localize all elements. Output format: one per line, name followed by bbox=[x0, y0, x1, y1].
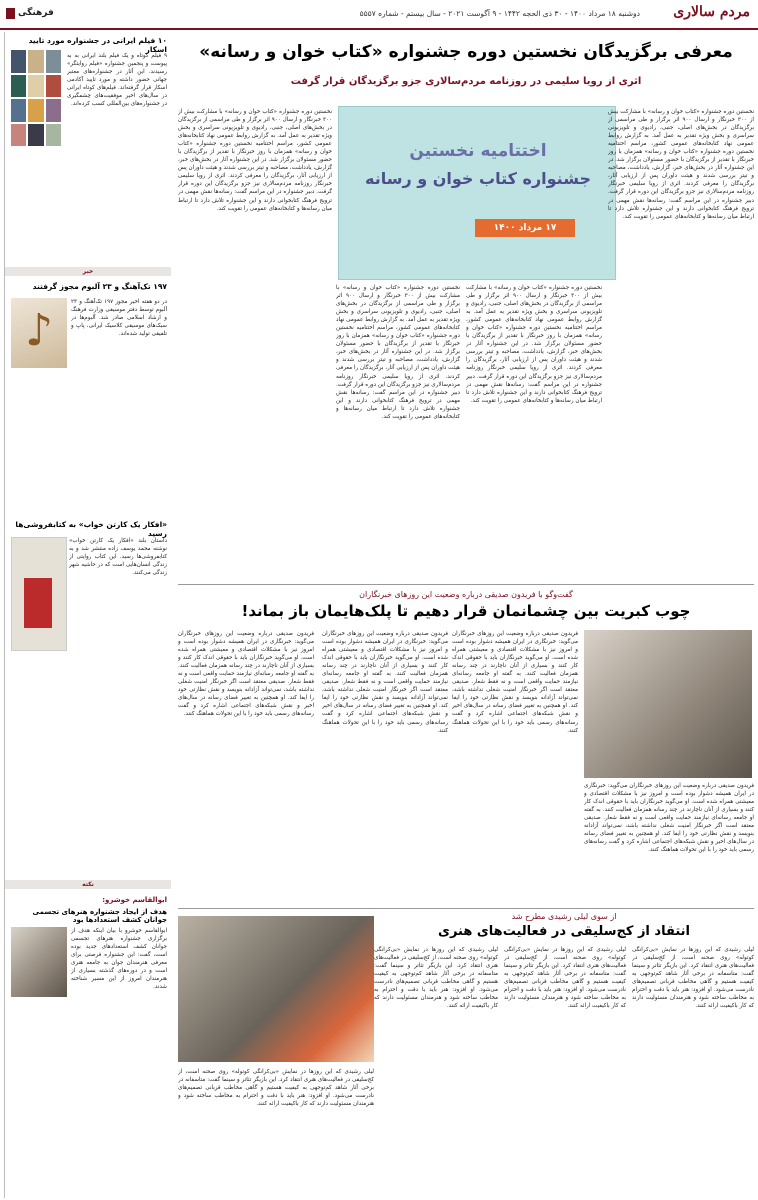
section-bar: خبر bbox=[5, 267, 171, 276]
film-posters bbox=[11, 50, 61, 146]
trash-icon bbox=[24, 578, 52, 628]
film-news-body: ۹ فیلم کوتاه و یک فیلم بلند ایرانی به به پیوست و پنجمین جشنواره «فیلم روایتگر» رسیدند. این آثار در جشنواره‌های معتبر جهانی حضور داشته و مورد تایید آکادمی اسکار قرار گرفته‌اند. فیلم‌های کوتاه ایرانی در سال‌های اخیر موفقیت‌های چشمگیری در جشنواره‌های بین‌المللی کسب کرده‌اند. bbox=[67, 53, 167, 108]
film-poster bbox=[46, 75, 61, 98]
film-poster bbox=[11, 124, 26, 147]
book-news-title: «افکار یک کارتن خواب» به کتابفروشی‌ها رسید bbox=[15, 520, 167, 538]
newspaper-logo: مردم سالاری bbox=[673, 4, 750, 20]
side-column bbox=[4, 32, 171, 1198]
film-poster bbox=[46, 99, 61, 122]
film-poster bbox=[46, 50, 61, 73]
lead-headline: معرفی برگزیدگان نخستین دوره جشنواره «کتاب خوان و رسانه» bbox=[199, 42, 733, 62]
film-poster bbox=[28, 99, 43, 122]
lead-body-col4: نخستین دوره جشنواره «کتاب خوان و رسانه» با مشارکت بیش از ۳۰۰ خبرنگار و ارسال ۹۰۰ اثر برگزار و طی مراسمی از برگزیدگان در بخش‌های اصلی، جنبی، رادیوی و تلویزیونی سراسری و بخش ویژه تقدیر به عمل آمد. به گزارش روابط عمومی نهاد کتابخانه‌های عمومی کشور، مراسم اختتامیه نخستین دوره جشنواره «کتاب خوان و رسانه» همزمان با روز خبرنگار با تقدیر از برگزیدگان با حضور مسئولان برگزار شد. در این جشنواره آثار در بخش‌های خبر، گزارش، یادداشت، مصاحبه و تیتر بررسی شدند و هیئت داوران پس از ارزیابی آثار، برگزیدگان را معرفی کردند. اثری از رویا سلیمی خبرنگار روزنامه مردم‌سالاری نیز جزو برگزیدگان این دوره قرار گرفت. دبیر جشنواره در این مراسم گفت: رسانه‌ها نقش مهمی در ترویج فرهنگ کتابخوانی دارند و این جشنواره تلاش دارد تا ارتباط میان رسانه‌ها و کتابخانه‌های عمومی را تقویت کند. bbox=[178, 109, 332, 212]
portrait-photo bbox=[11, 927, 67, 997]
interview-body-col3: فریدون صدیقی درباره وضعیت این روزهای خبرنگاران می‌گوید: خبرنگاری در ایران همیشه دشوار بوده است و امروز نیز با مشکلات اقتصادی و معیشتی همراه شده است. او می‌گوید خبرنگاران باید با حقوقی اندک کار کنند و بسیاری از آنان ناچارند در چند رسانه همزمان فعالیت کنند. به گفته او جامعه رسانه‌ای نیازمند حمایت واقعی است و نه فقط شعار. صدیقی معتقد است اگر خبرنگار امنیت شغلی نداشته باشد، نمی‌تواند آزادانه بنویسد و نقش نظارتی خود را ایفا کند. او همچنین به تغییر فضای رسانه در سال‌های اخیر و نقش شبکه‌های اجتماعی اشاره کرد و گفت رسانه‌های رسمی باید خود را با این تحولات هماهنگ کنند. bbox=[322, 631, 448, 734]
music-photo bbox=[11, 298, 67, 368]
music-note-icon: ♪ bbox=[25, 305, 54, 356]
lead-body-col3: نخستین دوره جشنواره «کتاب خوان و رسانه» با مشارکت بیش از ۳۰۰ خبرنگار و ارسال ۹۰۰ اثر برگزار و طی مراسمی از برگزیدگان در بخش‌های اصلی، جنبی، رادیوی و تلویزیونی سراسری و بخش ویژه تقدیر به عمل آمد. به گزارش روابط عمومی نهاد کتابخانه‌های عمومی کشور، مراسم اختتامیه نخستین دوره جشنواره «کتاب خوان و رسانه» همزمان با روز خبرنگار با تقدیر از برگزیدگان با حضور مسئولان برگزار شد. در این جشنواره آثار در بخش‌های خبر، گزارش، یادداشت، مصاحبه و تیتر بررسی شدند و هیئت داوران پس از ارزیابی آثار، برگزیدگان را معرفی کردند. اثری از رویا سلیمی خبرنگار روزنامه مردم‌سالاری نیز جزو برگزیدگان این دوره قرار گرفت. دبیر جشنواره در این مراسم گفت: رسانه‌ها نقش مهمی در ترویج فرهنگ کتابخوانی دارند و این جشنواره تلاش دارد تا ارتباط میان رسانه‌ها و کتابخانه‌های عمومی را تقویت کند. bbox=[336, 285, 460, 420]
voice-title: هدف از ایجاد جشنواره هنرهای تجسمی جوانان کشف استعدادها بود bbox=[32, 908, 167, 924]
dateline: دوشنبه ۱۸ مرداد ۱۴۰۰ - ۳۰ ذی الحجه ۱۴۴۲ - ۹ آگوست ۲۰۲۱ - سال بیستم - شماره ۵۵۵۷ bbox=[359, 9, 640, 18]
film-poster bbox=[28, 75, 43, 98]
leyli-body-col1: لیلی رشیدی که این روزها در نمایش «بی‌کرانگی کوتوله» روی صحنه است، از کج‌سلیقی در فعالیت‌های هنری انتقاد کرد. این بازیگر تئاتر و سینما گفت: متاسفانه در برخی آثار شاهد کم‌توجهی به کیفیت هستیم و گاهی مخاطب قربانی تصمیم‌های نادرست می‌شود. او افزود: هنر باید با دقت و احترام به مخاطب ساخته شود و هنرمندان مسئولیت دارند که کار باکیفیت ارائه کنند. bbox=[632, 947, 754, 1010]
section-label: فرهنگی bbox=[18, 8, 54, 18]
leyli-body-col3: لیلی رشیدی که این روزها در نمایش «بی‌کرانگی کوتوله» روی صحنه است، از کج‌سلیقی در فعالیت‌های هنری انتقاد کرد. این بازیگر تئاتر و سینما گفت: متاسفانه در برخی آثار شاهد کم‌توجهی به کیفیت هستیم و گاهی مخاطب قربانی تصمیم‌های نادرست می‌شود. او افزود: هنر باید با دقت و احترام به مخاطب ساخته شود و هنرمندان مسئولیت دارند که کار باکیفیت ارائه کنند. bbox=[374, 947, 498, 1010]
film-poster bbox=[28, 50, 43, 73]
interview-body-col1: فریدون صدیقی درباره وضعیت این روزهای خبرنگاران می‌گوید: خبرنگاری در ایران همیشه دشوار بوده است و امروز نیز با مشکلات اقتصادی و معیشتی همراه شده است. او می‌گوید خبرنگاران باید با حقوقی اندک کار کنند و بسیاری از آنان ناچارند در چند رسانه همزمان فعالیت کنند. به گفته او جامعه رسانه‌ای نیازمند حمایت واقعی است و نه فقط شعار. صدیقی معتقد است اگر خبرنگار امنیت شغلی نداشته باشد، نمی‌تواند آزادانه بنویسد و نقش نظارتی خود را ایفا کند. او همچنین به تغییر فضای رسانه در سال‌های اخیر و نقش شبکه‌های اجتماعی اشاره کرد و گفت رسانه‌های رسمی باید خود را با این تحولات هماهنگ کنند. bbox=[584, 783, 754, 854]
leyli-photo bbox=[178, 916, 374, 1062]
music-news-title: ۱۹۷ تک‌آهنگ و ۲۳ آلبوم مجوز گرفتند bbox=[32, 282, 167, 291]
lead-body-col2: نخستین دوره جشنواره «کتاب خوان و رسانه» با مشارکت بیش از ۳۰۰ خبرنگار و ارسال ۹۰۰ اثر برگزار و طی مراسمی از برگزیدگان در بخش‌های اصلی، جنبی، رادیوی و تلویزیونی سراسری و بخش ویژه تقدیر به عمل آمد. به گزارش روابط عمومی نهاد کتابخانه‌های عمومی کشور، مراسم اختتامیه نخستین دوره جشنواره «کتاب خوان و رسانه» همزمان با روز خبرنگار با تقدیر از برگزیدگان با حضور مسئولان برگزار شد. در این جشنواره آثار در بخش‌های خبر، گزارش، یادداشت، مصاحبه و تیتر بررسی شدند و هیئت داوران پس از ارزیابی آثار، برگزیدگان را معرفی کردند. اثری از رویا سلیمی خبرنگار روزنامه مردم‌سالاری نیز جزو برگزیدگان این دوره قرار گرفت. دبیر جشنواره در این مراسم گفت: رسانه‌ها نقش مهمی در ترویج فرهنگ کتابخوانی دارند و این جشنواره تلاش دارد تا ارتباط میان رسانه‌ها و کتابخانه‌های عمومی را تقویت کند. bbox=[466, 285, 602, 404]
music-news-body: در دو هفته اخیر مجوز ۱۹۷ تک‌آهنگ و ۲۳ آلبوم توسط دفتر موسیقی وزارت فرهنگ و ارشاد اسلامی صادر شد. آلبوم‌ها در سبک‌های موسیقی کلاسیک ایرانی، پاپ و تلفیقی تولید شده‌اند. bbox=[71, 299, 167, 338]
leyli-kicker: از سوی لیلی رشیدی مطرح شد bbox=[511, 912, 617, 921]
poster-date: ۱۷ مرداد ۱۴۰۰ bbox=[475, 219, 575, 237]
divider bbox=[178, 584, 754, 585]
leyli-headline: انتقاد از کج‌سلیقی در فعالیت‌های هنری bbox=[438, 924, 690, 939]
leyli-body-col2: لیلی رشیدی که این روزها در نمایش «بی‌کرانگی کوتوله» روی صحنه است، از کج‌سلیقی در فعالیت‌های هنری انتقاد کرد. این بازیگر تئاتر و سینما گفت: متاسفانه در برخی آثار شاهد کم‌توجهی به کیفیت هستیم و گاهی مخاطب قربانی تصمیم‌های نادرست می‌شود. او افزود: هنر باید با دقت و احترام به مخاطب ساخته شود و هنرمندان مسئولیت دارند که کار باکیفیت ارائه کنند. bbox=[504, 947, 626, 1010]
interview-body-col2: فریدون صدیقی درباره وضعیت این روزهای خبرنگاران می‌گوید: خبرنگاری در ایران همیشه دشوار بوده است و امروز نیز با مشکلات اقتصادی و معیشتی همراه شده است. او می‌گوید خبرنگاران باید با حقوقی اندک کار کنند و بسیاری از آنان ناچارند در چند رسانه همزمان فعالیت کنند. به گفته او جامعه رسانه‌ای نیازمند حمایت واقعی است و نه فقط شعار. صدیقی معتقد است اگر خبرنگار امنیت شغلی نداشته باشد، نمی‌تواند آزادانه بنویسد و نقش نظارتی خود را ایفا کند. او همچنین به تغییر فضای رسانه در سال‌های اخیر و نقش شبکه‌های اجتماعی اشاره کرد و گفت رسانه‌های رسمی باید خود را با این تحولات هماهنگ کنند. bbox=[452, 631, 578, 734]
festival-poster bbox=[338, 106, 616, 280]
voice-body: ابوالقاسم خوشرو با بیان اینکه هدف از برگزاری جشنواره هنرهای تجسمی جوانان کشف استعدادهای جدید بوده است، گفت: این جشنواره فرصتی برای معرفی هنرمندان جوان به جامعه هنری است و در دوره‌های گذشته بسیاری از هنرمندان امروز از این مسیر شناخته شدند. bbox=[71, 928, 167, 991]
book-news-body: داستان بلند «افکار یک کارتن خواب» نوشته محمد یوسف زاده منتشر شد و به کتابفروشی‌ها رسید. این کتاب روایتی از زندگی انسان‌هایی است که در حاشیه شهر زندگی می‌کنند. bbox=[69, 538, 167, 577]
film-poster bbox=[11, 50, 26, 73]
section-icon bbox=[6, 8, 15, 19]
interview-photo bbox=[584, 630, 752, 778]
poster-line-2: جشنواره کتاب خوان و رسانه bbox=[364, 169, 592, 188]
leyli-body-col4: لیلی رشیدی که این روزها در نمایش «بی‌کرانگی کوتوله» روی صحنه است، از کج‌سلیقی در فعالیت‌های هنری انتقاد کرد. این بازیگر تئاتر و سینما گفت: متاسفانه در برخی آثار شاهد کم‌توجهی به کیفیت هستیم و گاهی مخاطب قربانی تصمیم‌های نادرست می‌شود. او افزود: هنر باید با دقت و احترام به مخاطب ساخته شود و هنرمندان مسئولیت دارند که کار باکیفیت ارائه کنند. bbox=[178, 1069, 374, 1108]
interview-kicker: گفت‌وگو با فریدون صدیقی درباره وضعیت این روزهای خبرنگاران bbox=[359, 590, 573, 599]
section-bar: نکته bbox=[5, 880, 171, 889]
film-poster bbox=[28, 124, 43, 147]
interview-body-col4: فریدون صدیقی درباره وضعیت این روزهای خبرنگاران می‌گوید: خبرنگاری در ایران همیشه دشوار بوده است و امروز نیز با مشکلات اقتصادی و معیشتی همراه شده است. او می‌گوید خبرنگاران باید با حقوقی اندک کار کنند و بسیاری از آنان ناچارند در چند رسانه همزمان فعالیت کنند. به گفته او جامعه رسانه‌ای نیازمند حمایت واقعی است و نه فقط شعار. صدیقی معتقد است اگر خبرنگار امنیت شغلی نداشته باشد، نمی‌تواند آزادانه بنویسد و نقش نظارتی خود را ایفا کند. او همچنین به تغییر فضای رسانه در سال‌های اخیر و نقش شبکه‌های اجتماعی اشاره کرد و گفت رسانه‌های رسمی باید خود را با این تحولات هماهنگ کنند. bbox=[178, 631, 314, 718]
film-poster bbox=[11, 99, 26, 122]
lead-subtitle: اثری از رویا سلیمی در روزنامه مردم‌سالاری جزو برگزیدگان قرار گرفت bbox=[290, 76, 642, 87]
interview-headline: چوب کبریت بین چشمانمان قرار دهیم تا پلک‌هایمان باز بماند! bbox=[241, 602, 691, 620]
lead-body-col1: نخستین دوره جشنواره «کتاب خوان و رسانه» با مشارکت بیش از ۳۰۰ خبرنگار و ارسال ۹۰۰ اثر برگزار و طی مراسمی از برگزیدگان در بخش‌های اصلی، جنبی، رادیوی و تلویزیونی سراسری و بخش ویژه تقدیر به عمل آمد. به گزارش روابط عمومی نهاد کتابخانه‌های عمومی کشور، مراسم اختتامیه نخستین دوره جشنواره «کتاب خوان و رسانه» همزمان با روز خبرنگار با تقدیر از برگزیدگان با حضور مسئولان برگزار شد. در این جشنواره آثار در بخش‌های خبر، گزارش، یادداشت، مصاحبه و تیتر بررسی شدند و هیئت داوران پس از ارزیابی آثار، برگزیدگان را معرفی کردند. اثری از رویا سلیمی خبرنگار روزنامه مردم‌سالاری نیز جزو برگزیدگان این دوره قرار گرفت. دبیر جشنواره در این مراسم گفت: رسانه‌ها نقش مهمی در ترویج فرهنگ کتابخوانی دارند و این جشنواره تلاش دارد تا ارتباط میان رسانه‌ها و کتابخانه‌های عمومی را تقویت کند. bbox=[608, 109, 754, 220]
film-poster bbox=[46, 124, 61, 147]
book-cover bbox=[11, 537, 67, 651]
film-news-title: ۱۰ فیلم ایرانی در جشنواره مورد تایید اسکار bbox=[28, 36, 167, 54]
film-poster bbox=[11, 75, 26, 98]
voice-kicker: ابوالقاسم خوشرو: bbox=[102, 896, 167, 904]
poster-line-1: اختتامیه نخستین bbox=[409, 141, 547, 161]
divider bbox=[178, 908, 754, 909]
main-content bbox=[178, 32, 754, 1198]
